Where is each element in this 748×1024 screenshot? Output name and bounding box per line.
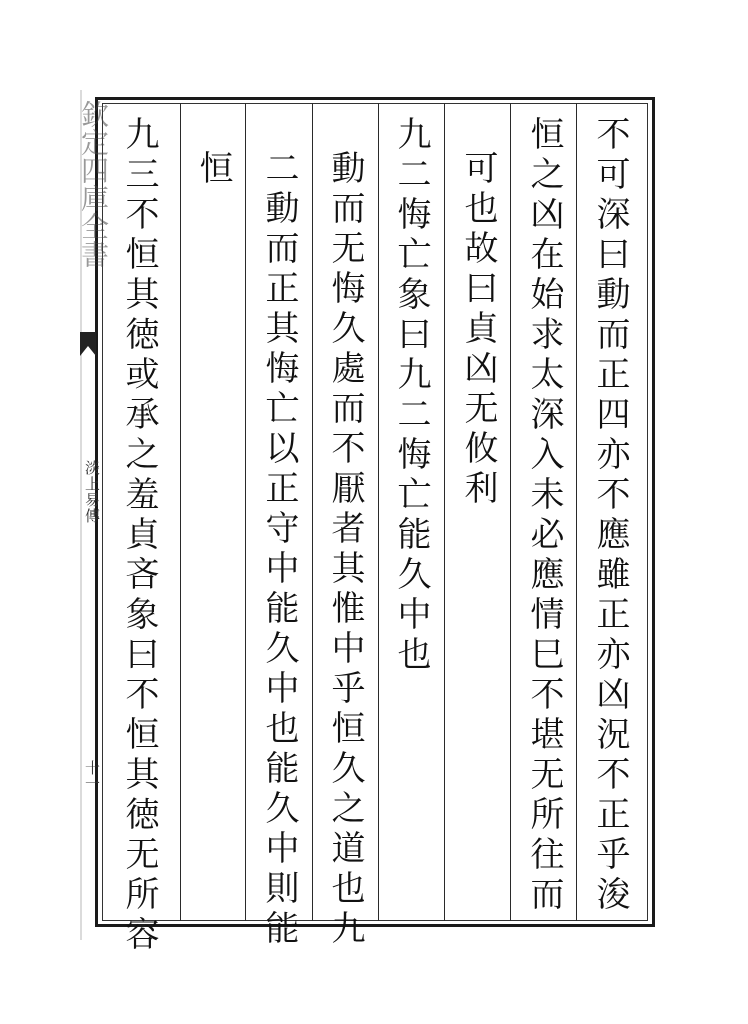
text-column-6: 二動而正其悔亡以正守中能久中也能久中則能 — [259, 150, 299, 950]
column-rule — [444, 103, 445, 921]
gutter-book-title: 淡上易傳 — [83, 460, 101, 524]
column-rule — [378, 103, 379, 921]
text-column-1: 不可深曰動而正四亦不應雖正亦凶況不正乎浚 — [590, 116, 630, 916]
column-rule — [245, 103, 246, 921]
text-column-5: 動而无悔久處而不厭者其惟中乎恒久之道也九 — [325, 150, 365, 950]
text-column-3: 可也故曰貞凶无攸利 — [458, 150, 498, 510]
gutter-collection-title: 欽定四庫全書 — [77, 100, 110, 268]
column-rule — [510, 103, 511, 921]
fish-tail-mark-icon — [78, 330, 98, 358]
column-rule — [576, 103, 577, 921]
gutter-page-number: 十一 — [83, 760, 101, 792]
column-rule — [180, 103, 181, 921]
text-column-4: 九二悔亡象曰九二悔亡能久中也 — [391, 116, 431, 676]
text-column-2: 恒之凶在始求太深入未必應情巳不堪无所往而 — [524, 116, 564, 916]
text-column-8: 九三不恒其徳或承之羞貞吝象曰不恒其徳无所容 — [119, 116, 159, 956]
text-column-7: 恒 — [193, 150, 233, 190]
inner-frame — [102, 103, 648, 921]
column-rule — [312, 103, 313, 921]
